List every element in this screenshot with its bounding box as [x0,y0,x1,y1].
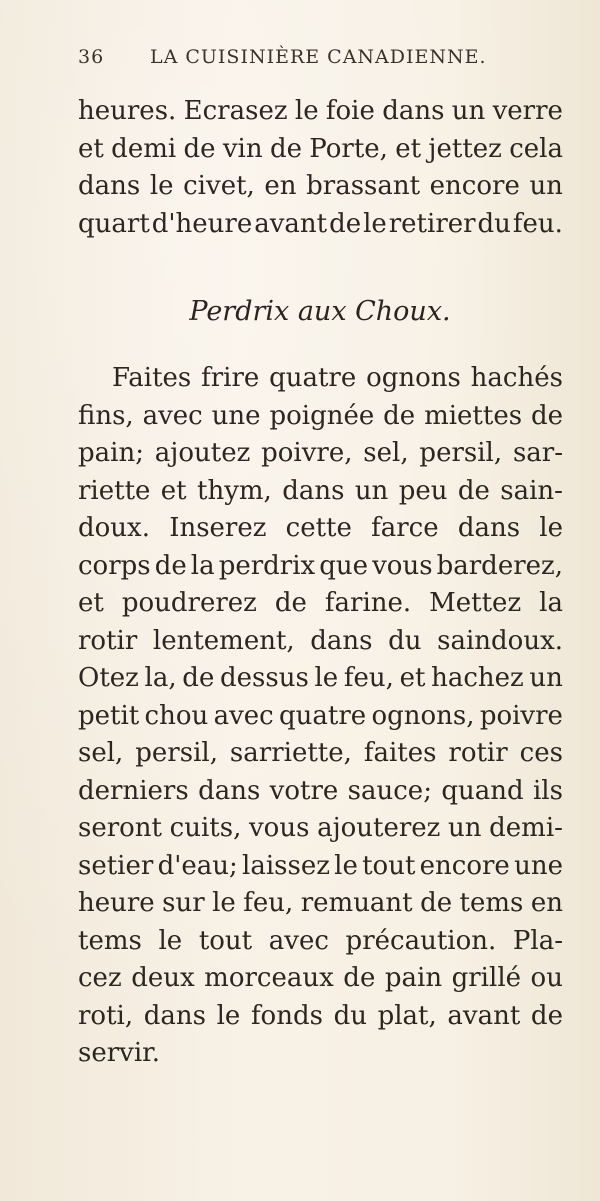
word: grillé [451,963,522,993]
word: dans [282,475,345,506]
text-line [78,963,563,1001]
word: vin [222,133,263,164]
word: barderez, [436,550,563,581]
word: de [530,400,563,431]
word: petit [78,700,140,731]
word: Faites [112,363,192,393]
running-head [78,46,528,70]
word: avec [142,400,203,431]
text-line [78,134,563,172]
word: vous [248,813,310,843]
word: sar- [512,438,563,468]
word: le [539,513,563,543]
text-line [78,476,563,514]
word: le [294,96,319,126]
text-line [78,1001,563,1039]
text-line [78,701,563,739]
word: fonds [250,1000,323,1031]
word: du [388,625,422,656]
word: le [334,850,358,881]
word: la [539,588,563,618]
text-line [78,663,563,701]
word: vous [372,550,433,581]
text-line [78,209,563,247]
word: lentement, [152,625,295,656]
text-line [78,926,563,964]
word: cela [509,133,563,164]
text-line [78,738,563,776]
word: chou [144,700,209,731]
word: la, [144,663,177,693]
word: et [78,133,104,164]
word: le [314,663,339,693]
text-line [78,776,563,814]
word: quart [78,208,150,239]
word: ognons [366,363,461,393]
word: morceaux [204,963,334,993]
word: de [343,963,376,993]
word: quand [441,775,524,806]
text-line [78,171,563,209]
word: de [183,133,216,164]
word: dans [198,775,261,806]
word: d'eau; [157,850,238,881]
word: tout [198,925,253,956]
word: de [274,588,307,618]
word: et [395,133,422,164]
word: Mettez [429,588,522,618]
word: une [211,400,261,431]
word: roti, [78,1000,134,1031]
word: cuits, [169,813,242,843]
book-title: LA CUISINIÈRE CANADIENNE. [150,46,487,68]
word: avec [213,700,274,731]
word: cette [285,513,352,543]
word: dessus [220,663,309,693]
word: en [264,171,297,201]
word: la [190,550,215,581]
word: encore [429,171,520,201]
word: civet, [183,171,255,201]
word: une [514,850,563,881]
word: ajoutez [154,438,251,468]
word: sel, [363,438,409,468]
word: sauce; [347,775,432,806]
word: sel, [78,738,124,768]
word: quatre [279,700,367,731]
word: du [333,1000,367,1031]
text-line [78,888,563,926]
word: sur [162,888,205,918]
recipe-title: Perdrix aux Choux. [189,296,451,327]
text-line [78,626,563,664]
word: Otez [78,663,139,693]
word: ou [530,963,563,993]
word: tems [459,888,524,918]
word: feu, [343,663,394,693]
word: miettes [424,400,523,431]
word: le [149,171,174,201]
word: cez [78,963,122,993]
recipe-paragraph [78,363,563,1076]
word: ces [519,738,563,768]
word: farine. [324,588,412,618]
word: de [530,1000,563,1031]
word: persil, [419,438,503,468]
word: jettez [428,133,502,164]
word: du [477,208,511,239]
word: avant [447,1000,521,1031]
word: et [78,588,104,618]
word: persil, [135,738,218,768]
word: quatre [269,363,357,393]
word: tems [78,925,142,956]
word: dans [382,96,445,126]
word: seront [78,813,163,843]
word: le [212,888,236,918]
word: poudrerez [121,588,257,618]
word: dans [143,1000,206,1031]
word: un [451,96,486,126]
text-line [78,1038,563,1076]
word: le [363,208,387,239]
word: Ecrasez [183,96,288,126]
word: Inserez [169,513,267,543]
page-number: 36 [78,46,105,68]
word: foie [325,96,375,126]
text-line [78,363,563,401]
text-line [78,96,563,134]
word: farce [371,513,439,543]
word: hachés [470,363,563,393]
word: et [160,475,187,506]
word: verre [492,96,563,126]
word: ajouterez [317,813,441,843]
word: de [329,208,362,239]
word: un [354,475,389,506]
word: retirer [388,208,476,239]
text-line [78,813,563,851]
word: le [216,1000,241,1031]
word: de [269,133,302,164]
word: de [383,400,416,431]
word: doux. [78,513,150,543]
word: hachez [431,663,524,693]
word: rotir [78,625,138,656]
word: dans [457,513,521,543]
word: thym, [197,475,272,506]
word: ognons, [371,700,475,731]
text-line [78,401,563,439]
word: tout [362,850,416,881]
word: d'heure [151,208,253,239]
word: de [457,475,490,506]
word: un [529,663,563,693]
word: setier [78,850,154,881]
word: poivre, [261,438,353,468]
word: dans [310,625,373,656]
word: un [529,171,563,201]
text-line [78,588,563,626]
word: feu. [512,208,563,239]
word: avant [254,208,328,239]
word: sain- [500,475,563,506]
word: peu [398,475,448,506]
word: sarriette, [229,738,352,768]
word: faites [363,738,437,768]
continuation-paragraph [78,96,563,246]
word: frire [201,363,260,393]
word: perdrix [218,550,316,581]
word: saindoux. [437,625,563,656]
word: et [399,663,426,693]
text-line [78,513,563,551]
word: corps [78,550,151,581]
word: pain; [78,438,144,468]
word: heure [78,888,155,918]
word: que [319,550,369,581]
word: deux [131,963,195,993]
word: poignée [269,400,375,431]
word: avec [268,925,329,956]
word: rotir [448,738,508,768]
word: le [158,925,183,956]
word: de [154,550,187,581]
word: poivre [479,700,563,731]
word: remuant [300,888,413,918]
text-line [78,551,563,589]
word: dans [78,171,141,201]
word: pain [384,963,443,993]
word: fins, [78,400,134,431]
word: de [420,888,453,918]
text-line [78,851,563,889]
word: derniers [78,775,189,806]
word: demi [111,133,177,164]
word: servir. [78,1038,160,1068]
word: précaution. [345,925,497,956]
word: en [530,888,563,918]
word: feu, [243,888,294,918]
word: de [182,663,215,693]
word: heures. [78,96,177,126]
word: encore [419,850,510,881]
word: riette [78,475,151,506]
word: Porte, [309,133,388,164]
word: demi- [489,813,563,843]
text-line [78,438,563,476]
word: brassant [306,171,421,201]
word: Pla- [512,925,563,956]
word: un [448,813,482,843]
word: plat, [377,1000,437,1031]
word: laissez [242,850,330,881]
word: ils [532,775,563,806]
word: votre [269,775,339,806]
